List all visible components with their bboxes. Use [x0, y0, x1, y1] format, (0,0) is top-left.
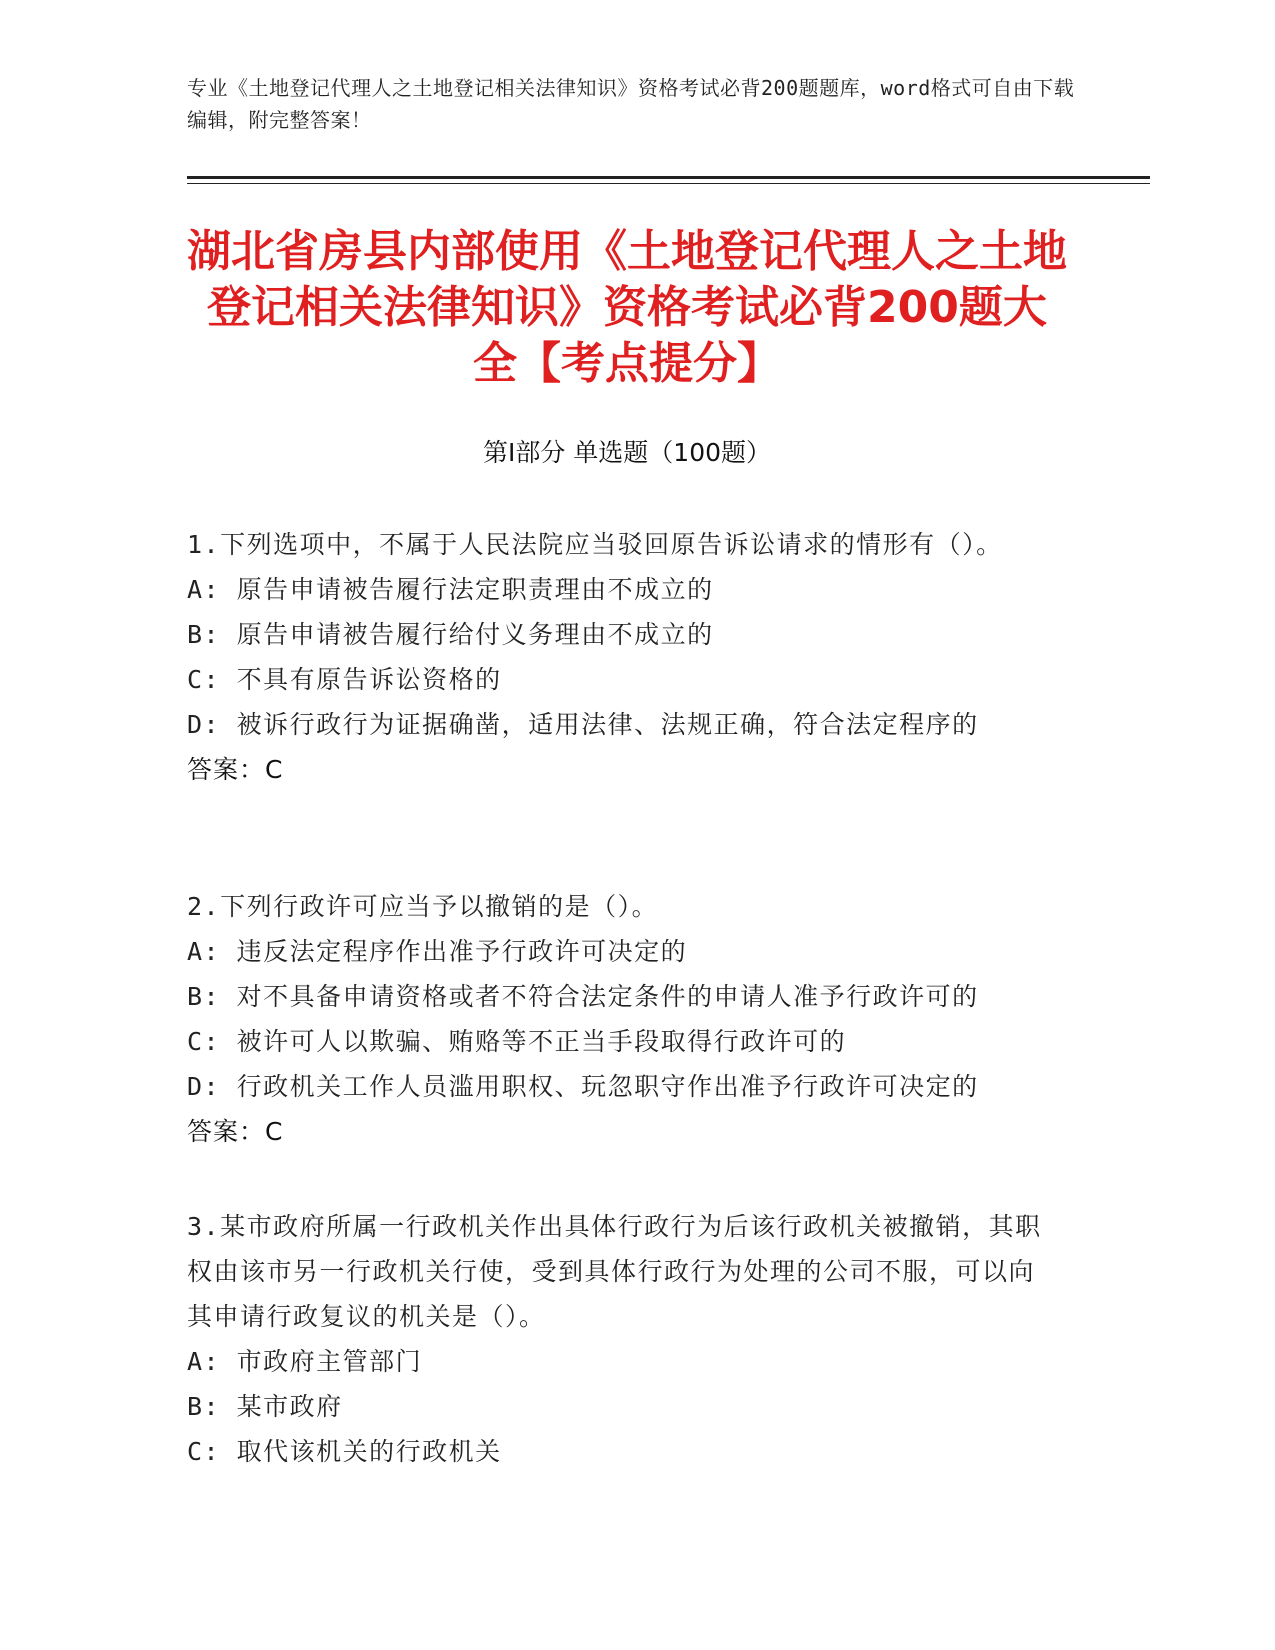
option-b: B: 对不具备申请资格或者不符合法定条件的申请人准予行政许可的 [187, 982, 979, 1011]
option-a: A: 市政府主管部门 [187, 1347, 423, 1376]
header-divider-thick [187, 176, 1150, 179]
question-1 [187, 522, 1057, 792]
document-title: 湖北省房县内部使用《土地登记代理人之土地登记相关法律知识》资格考试必背200题大全【考点提分】 [187, 226, 1067, 389]
option-d: D: 行政机关工作人员滥用职权、玩忽职守作出准予行政许可决定的 [187, 1072, 979, 1101]
option-d: D: 被诉行政行为证据确凿，适用法律、法规正确，符合法定程序的 [187, 710, 979, 739]
option-c: C: 被许可人以欺骗、贿赂等不正当手段取得行政许可的 [187, 1027, 847, 1056]
option-b: B: 原告申请被告履行给付义务理由不成立的 [187, 620, 714, 649]
option-c: C: 取代该机关的行政机关 [187, 1437, 502, 1466]
option-a: A: 原告申请被告履行法定职责理由不成立的 [187, 575, 714, 604]
section-title: 第Ⅰ部分 单选题（100题） [482, 438, 772, 467]
question-2 [187, 884, 1057, 1154]
question-stem: 2.下列行政许可应当予以撤销的是（）。 [187, 892, 659, 921]
question-stem: 1.下列选项中，不属于人民法院应当驳回原告诉讼请求的情形有（）。 [187, 530, 1003, 559]
option-a: A: 违反法定程序作出准予行政许可决定的 [187, 937, 688, 966]
question-3 [187, 1204, 1057, 1474]
option-b: B: 某市政府 [187, 1392, 343, 1421]
header-note: 专业《土地登记代理人之土地登记相关法律知识》资格考试必背200题题库，word格式可自由下载编辑，附完整答案！ [187, 76, 1075, 132]
header-divider-thin [187, 183, 1150, 184]
answer: 答案：C [187, 1117, 284, 1146]
question-stem: 3.某市政府所属一行政机关作出具体行政行为后该行政机关被撤销，其职权由该市另一行政机关行使，受到具体行政行为处理的公司不服，可以向其申请行政复议的机关是（）。 [187, 1212, 1042, 1331]
option-c: C: 不具有原告诉讼资格的 [187, 665, 502, 694]
answer: 答案：C [187, 755, 284, 784]
